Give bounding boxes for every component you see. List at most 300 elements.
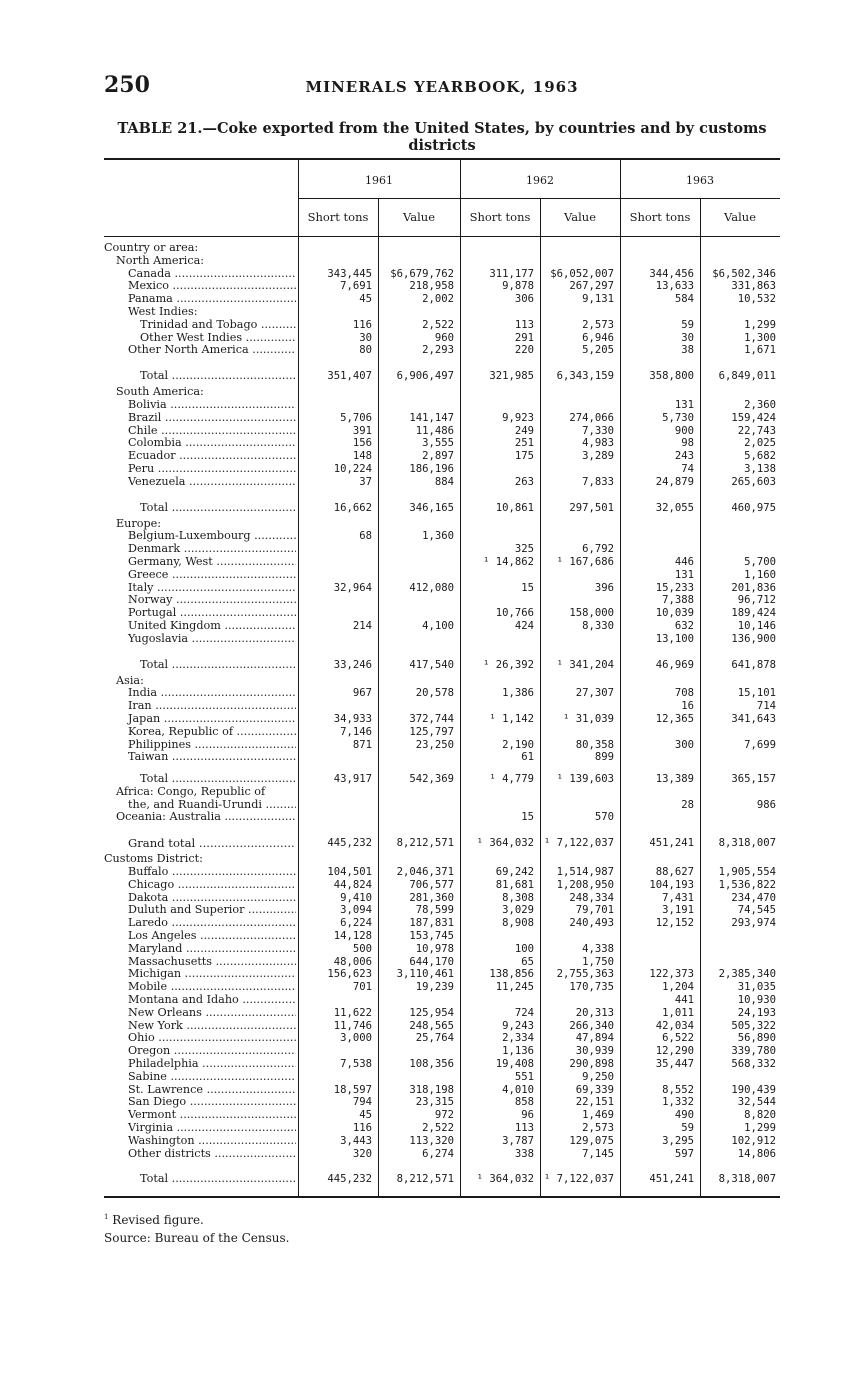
table-cell: 12,365 — [655, 712, 694, 725]
row-label: West Indies: — [128, 305, 198, 318]
table-cell: 125,797 — [409, 725, 454, 738]
table-cell: 234,470 — [731, 891, 776, 904]
table-cell: 104,501 — [327, 866, 372, 879]
table-row — [104, 1058, 780, 1071]
table-cell: 325 — [514, 543, 534, 556]
year-1963: 1963 — [686, 174, 714, 187]
table-cell: ¹ 31,039 — [562, 712, 614, 725]
table-cell: 1,750 — [582, 955, 614, 968]
row-label: Greece ..... — [104, 569, 296, 582]
row-spacer — [104, 824, 780, 833]
table-title-line-1: TABLE 21.—Coke exported from the United States, by countries and by customs — [117, 120, 767, 137]
table-cell: 2,293 — [422, 344, 454, 357]
table-cell: 972 — [434, 1109, 454, 1122]
table-cell: 3,138 — [744, 462, 776, 475]
table-cell: 159,424 — [731, 411, 776, 424]
table-cell: 59 — [681, 318, 694, 331]
table-row — [104, 633, 780, 646]
row-label: Mexico ..... — [104, 280, 296, 293]
table-cell: 79,701 — [575, 904, 614, 917]
row-spacer — [104, 489, 780, 498]
table-row — [104, 530, 780, 543]
table-cell: 44,824 — [333, 878, 372, 891]
table-cell: 10,146 — [737, 619, 776, 632]
table-cell: 69,339 — [575, 1083, 614, 1096]
table-row — [104, 306, 780, 319]
table-row — [104, 620, 780, 633]
table-cell: 81,681 — [495, 878, 534, 891]
year-rule — [298, 198, 780, 199]
table-cell: 3,787 — [502, 1134, 534, 1147]
table-cell: 1,204 — [662, 981, 694, 994]
table-row — [104, 543, 780, 556]
table-cell: 396 — [594, 581, 614, 594]
table-cell: 460,975 — [731, 501, 776, 514]
table-cell: 38 — [681, 344, 694, 357]
row-label: United Kingdom ..... — [104, 620, 296, 633]
row-label: Duluth and Superior ..... — [104, 904, 296, 917]
table-cell: 8,308 — [502, 891, 534, 904]
total-row — [104, 498, 780, 518]
table-cell: 445,232 — [327, 1173, 372, 1186]
table-cell: ¹ 14,862 — [482, 555, 534, 568]
table-cell: 641,878 — [731, 658, 776, 671]
table-row — [104, 1096, 780, 1109]
table-cell: 31,035 — [737, 981, 776, 994]
table-row — [104, 280, 780, 293]
table-cell: $6,052,007 — [550, 267, 614, 280]
table-cell: 300 — [674, 738, 694, 751]
row-label: Total ..... — [104, 1173, 296, 1186]
table-cell: 3,443 — [340, 1134, 372, 1147]
table-cell: 341,643 — [731, 712, 776, 725]
table-cell: 871 — [352, 738, 372, 751]
table-cell: $6,679,762 — [390, 267, 454, 280]
table-row — [104, 968, 780, 981]
table-cell: 186,196 — [409, 462, 454, 475]
table-cell: 505,322 — [731, 1019, 776, 1032]
table-row — [104, 892, 780, 905]
table-cell: 113,320 — [409, 1134, 454, 1147]
row-label: Total ..... — [104, 773, 296, 786]
table-top-rule — [104, 158, 780, 160]
total-row — [104, 366, 780, 386]
table-cell: 10,532 — [737, 293, 776, 306]
table-cell: 5,730 — [662, 411, 694, 424]
table-cell: 4,100 — [422, 619, 454, 632]
table-cell: 59 — [681, 1122, 694, 1135]
row-label: Total ..... — [104, 370, 296, 383]
table-row — [104, 879, 780, 892]
row-label: India ..... — [104, 687, 296, 700]
table-cell: 542,369 — [409, 773, 454, 786]
table-row — [104, 242, 780, 255]
table-cell: 96,712 — [737, 594, 776, 607]
table-cell: 113 — [514, 1122, 534, 1135]
table-cell: ¹ 26,392 — [482, 658, 534, 671]
row-label: Maryland ..... — [104, 943, 296, 956]
row-label: Customs District: — [104, 853, 203, 866]
table-cell: 8,318,007 — [718, 1173, 776, 1186]
table-cell: 344,456 — [649, 267, 694, 280]
table-cell: 441 — [674, 994, 694, 1007]
table-row — [104, 386, 780, 399]
row-label: Korea, Republic of ..... — [104, 726, 296, 739]
table-cell: 102,912 — [731, 1134, 776, 1147]
row-label: Washington ..... — [104, 1135, 296, 1148]
table-cell: 2,522 — [422, 318, 454, 331]
table-cell: 6,792 — [582, 543, 614, 556]
row-label: Brazil ..... — [104, 412, 296, 425]
table-cell: 2,360 — [744, 398, 776, 411]
table-cell: 3,110,461 — [396, 968, 454, 981]
table-cell: 13,633 — [655, 280, 694, 293]
row-label: Venezuela ..... — [104, 476, 296, 489]
table-row — [104, 463, 780, 476]
table-cell: 597 — [674, 1147, 694, 1160]
row-label: Los Angeles ..... — [104, 930, 296, 943]
table-cell: 2,755,363 — [556, 968, 614, 981]
row-label: Yugoslavia ..... — [104, 633, 296, 646]
table-cell: 214 — [352, 619, 372, 632]
table-cell: 11,486 — [415, 424, 454, 437]
table-cell: 1,671 — [744, 344, 776, 357]
table-cell: 80 — [359, 344, 372, 357]
table-cell: 190,439 — [731, 1083, 776, 1096]
row-label: Japan ..... — [104, 713, 296, 726]
table-cell: 1,299 — [744, 318, 776, 331]
table-row — [104, 476, 780, 489]
table-row — [104, 1071, 780, 1084]
row-label: South America: — [116, 386, 204, 399]
table-cell: 158,000 — [569, 607, 614, 620]
row-label: Other districts ..... — [104, 1148, 296, 1161]
table-cell: 1,332 — [662, 1096, 694, 1109]
row-label: North America: — [116, 254, 205, 267]
footnote-1 — [104, 1208, 290, 1229]
table-cell: 10,224 — [333, 462, 372, 475]
table-cell: 293,974 — [731, 917, 776, 930]
header-bottom-rule — [104, 236, 780, 237]
table-cell: 43,917 — [333, 773, 372, 786]
table-row — [104, 518, 780, 531]
table-title-line-2: districts — [408, 137, 476, 154]
table-row — [104, 956, 780, 969]
table-row — [104, 1148, 780, 1161]
footnotes — [104, 1208, 290, 1247]
table-cell: 960 — [434, 331, 454, 344]
table-cell: 33,246 — [333, 658, 372, 671]
table-cell: 189,424 — [731, 607, 776, 620]
table-row — [104, 904, 780, 917]
table-cell: 138,856 — [489, 968, 534, 981]
row-spacer — [104, 646, 780, 655]
table-cell: 7,538 — [340, 1058, 372, 1071]
table-cell: 4,338 — [582, 942, 614, 955]
table-cell: 9,878 — [502, 280, 534, 293]
table-cell: 12,152 — [655, 917, 694, 930]
row-label: San Diego ..... — [104, 1096, 296, 1109]
table-cell: 9,923 — [502, 411, 534, 424]
col-header: Short tons — [469, 210, 531, 224]
table-row — [104, 700, 780, 713]
table-cell: 156,623 — [327, 968, 372, 981]
table-cell: 187,831 — [409, 917, 454, 930]
table-cell: 96 — [521, 1109, 534, 1122]
table-cell: 490 — [674, 1109, 694, 1122]
table-cell: ¹ 341,204 — [556, 658, 614, 671]
table-cell: 170,735 — [569, 981, 614, 994]
row-label: Total ..... — [104, 502, 296, 515]
table-row — [104, 399, 780, 412]
table-cell: 10,978 — [415, 942, 454, 955]
table-cell: 5,700 — [744, 555, 776, 568]
row-label: Oregon ..... — [104, 1045, 296, 1058]
row-label: Asia: — [116, 674, 144, 687]
table-cell: 1,136 — [502, 1045, 534, 1058]
row-label: Mobile ..... — [104, 981, 296, 994]
table-cell: 339,780 — [731, 1045, 776, 1058]
table-cell: 74,545 — [737, 904, 776, 917]
table-cell: 306 — [514, 293, 534, 306]
table-cell: 48,006 — [333, 955, 372, 968]
table-row — [104, 1122, 780, 1135]
table-cell: 6,274 — [422, 1147, 454, 1160]
table-cell: 14,128 — [333, 930, 372, 943]
table-cell: 8,212,571 — [396, 837, 454, 850]
table-row — [104, 943, 780, 956]
table-cell: 2,334 — [502, 1032, 534, 1045]
row-label: New York ..... — [104, 1020, 296, 1033]
table-cell: 1,011 — [662, 1006, 694, 1019]
row-label: Europe: — [116, 517, 162, 530]
table-cell: 265,603 — [731, 475, 776, 488]
table-cell: 351,407 — [327, 370, 372, 383]
row-label: Ecuador ..... — [104, 450, 296, 463]
row-label: Other North America ..... — [104, 344, 296, 357]
table-cell: 10,039 — [655, 607, 694, 620]
table-cell: 1,514,987 — [556, 866, 614, 879]
row-label: Philippines ..... — [104, 739, 296, 752]
table-cell: 56,890 — [737, 1032, 776, 1045]
table-cell: 108,356 — [409, 1058, 454, 1071]
table-cell: ¹ 1,142 — [489, 712, 534, 725]
table-cell: 74 — [681, 462, 694, 475]
table-cell: 320 — [352, 1147, 372, 1160]
table-row — [104, 726, 780, 739]
table-row — [104, 981, 780, 994]
table-row — [104, 425, 780, 438]
col-header: Short tons — [629, 210, 691, 224]
table-cell: 551 — [514, 1070, 534, 1083]
table-cell: 372,744 — [409, 712, 454, 725]
table-cell: 412,080 — [409, 581, 454, 594]
table-cell: 365,157 — [731, 773, 776, 786]
table-cell: 7,388 — [662, 594, 694, 607]
table-cell: 794 — [352, 1096, 372, 1109]
table-cell: 358,800 — [649, 370, 694, 383]
row-label: Laredo ..... — [104, 917, 296, 930]
table-cell: 136,900 — [731, 632, 776, 645]
table-cell: 251 — [514, 437, 534, 450]
table-cell: 7,833 — [582, 475, 614, 488]
row-label: Buffalo ..... — [104, 866, 296, 879]
row-label: Sabine ..... — [104, 1071, 296, 1084]
table-cell: 131 — [674, 398, 694, 411]
table-cell: 46,969 — [655, 658, 694, 671]
table-row — [104, 811, 780, 824]
table-cell: 708 — [674, 687, 694, 700]
table-cell: 11,245 — [495, 981, 534, 994]
year-1962: 1962 — [526, 174, 554, 187]
table-cell: 129,075 — [569, 1134, 614, 1147]
table-cell: 243 — [674, 450, 694, 463]
row-label: the, and Ruandi-Urundi ..... — [104, 799, 296, 812]
row-spacer — [104, 764, 780, 773]
table-cell: 9,410 — [340, 891, 372, 904]
table-cell: 451,241 — [649, 837, 694, 850]
table-cell: 297,501 — [569, 501, 614, 514]
row-label: Denmark ..... — [104, 543, 296, 556]
table-row — [104, 255, 780, 268]
table-cell: 884 — [434, 475, 454, 488]
table-cell: 263 — [514, 475, 534, 488]
total-row — [104, 1169, 780, 1189]
table-cell: 2,573 — [582, 318, 614, 331]
table-cell: 32,544 — [737, 1096, 776, 1109]
table-cell: 30,939 — [575, 1045, 614, 1058]
table-cell: 116 — [352, 1122, 372, 1135]
table-cell: 318,198 — [409, 1083, 454, 1096]
table-cell: 343,445 — [327, 267, 372, 280]
table-cell: 706,577 — [409, 878, 454, 891]
table-cell: 34,933 — [333, 712, 372, 725]
table-row — [104, 917, 780, 930]
table-bottom-rule — [104, 1196, 780, 1198]
table-cell: 8,318,007 — [718, 837, 776, 850]
table-cell: 1,536,822 — [718, 878, 776, 891]
table-cell: 30 — [359, 331, 372, 344]
table-cell: 500 — [352, 942, 372, 955]
table-cell: 30 — [681, 331, 694, 344]
table-row — [104, 786, 780, 799]
row-label: Vermont ..... — [104, 1109, 296, 1122]
table-row — [104, 594, 780, 607]
table-cell: 125,954 — [409, 1006, 454, 1019]
table-cell: 267,297 — [569, 280, 614, 293]
table-cell: 290,898 — [569, 1058, 614, 1071]
table-cell: 7,145 — [582, 1147, 614, 1160]
table-cell: 45 — [359, 293, 372, 306]
table-cell: 3,191 — [662, 904, 694, 917]
table-cell: ¹ 364,032 — [476, 1173, 534, 1186]
row-label: Philadelphia ..... — [104, 1058, 296, 1071]
table-cell: 27,307 — [575, 687, 614, 700]
table-cell: 131 — [674, 568, 694, 581]
table-cell: 6,224 — [340, 917, 372, 930]
row-label: Oceania: Australia ..... — [104, 811, 296, 824]
table-cell: 6,849,011 — [718, 370, 776, 383]
table-row — [104, 1135, 780, 1148]
table-cell: 3,000 — [340, 1032, 372, 1045]
table-cell: ¹ 364,032 — [476, 837, 534, 850]
row-spacer — [104, 357, 780, 366]
row-label: Country or area: — [104, 242, 199, 254]
table-cell: 1,360 — [422, 530, 454, 543]
table-cell: 23,315 — [415, 1096, 454, 1109]
table-cell: 568,332 — [731, 1058, 776, 1071]
row-label: Italy ..... — [104, 582, 296, 595]
table-title — [104, 120, 780, 154]
table-cell: 88,627 — [655, 866, 694, 879]
table-cell: 3,029 — [502, 904, 534, 917]
row-label: Trinidad and Tobago ..... — [104, 319, 296, 332]
table-cell: 15,233 — [655, 581, 694, 594]
row-label: Canada ..... — [104, 268, 296, 281]
year-1961: 1961 — [365, 174, 393, 187]
table-row — [104, 751, 780, 764]
table-cell: 445,232 — [327, 837, 372, 850]
table-cell: 122,373 — [649, 968, 694, 981]
table-cell: 65 — [521, 955, 534, 968]
table-cell: 391 — [352, 424, 372, 437]
running-head: MINERALS YEARBOOK, 1963 — [305, 78, 579, 96]
table-cell: 986 — [756, 798, 776, 811]
table-cell: 248,565 — [409, 1019, 454, 1032]
table-cell: 141,147 — [409, 411, 454, 424]
table-cell: 18,597 — [333, 1083, 372, 1096]
table-row — [104, 1084, 780, 1097]
row-label: Dakota ..... — [104, 892, 296, 905]
table-cell: 291 — [514, 331, 534, 344]
table-cell: 417,540 — [409, 658, 454, 671]
row-label: Michigan ..... — [104, 968, 296, 981]
row-label: Iran ..... — [104, 700, 296, 713]
table-cell: 424 — [514, 619, 534, 632]
table-cell: 13,100 — [655, 632, 694, 645]
table-cell: 1,208,950 — [556, 878, 614, 891]
table-cell: 5,682 — [744, 450, 776, 463]
table-cell: 6,522 — [662, 1032, 694, 1045]
table-cell: ¹ 7,122,037 — [543, 837, 614, 850]
row-label: Montana and Idaho ..... — [104, 994, 296, 1007]
table-cell: 16,662 — [333, 501, 372, 514]
table-cell: 19,239 — [415, 981, 454, 994]
table-cell: 10,766 — [495, 607, 534, 620]
table-cell: 20,313 — [575, 1006, 614, 1019]
col-header: Short tons — [307, 210, 369, 224]
table-cell: 2,002 — [422, 293, 454, 306]
row-label: Virginia ..... — [104, 1122, 296, 1135]
table-cell: 28 — [681, 798, 694, 811]
table-cell: 20,578 — [415, 687, 454, 700]
row-label: Chile ..... — [104, 425, 296, 438]
table-row — [104, 687, 780, 700]
table-cell: 3,094 — [340, 904, 372, 917]
table-row — [104, 1109, 780, 1122]
table-cell: 42,034 — [655, 1019, 694, 1032]
table-body — [104, 242, 780, 1189]
table-cell: 153,745 — [409, 930, 454, 943]
table-cell: 100 — [514, 942, 534, 955]
table-cell: 8,820 — [744, 1109, 776, 1122]
table-row — [104, 293, 780, 306]
table-row — [104, 675, 780, 688]
table-cell: 2,385,340 — [718, 968, 776, 981]
table-cell: 570 — [594, 811, 614, 824]
table-cell: 281,360 — [409, 891, 454, 904]
table-cell: 6,906,497 — [396, 370, 454, 383]
